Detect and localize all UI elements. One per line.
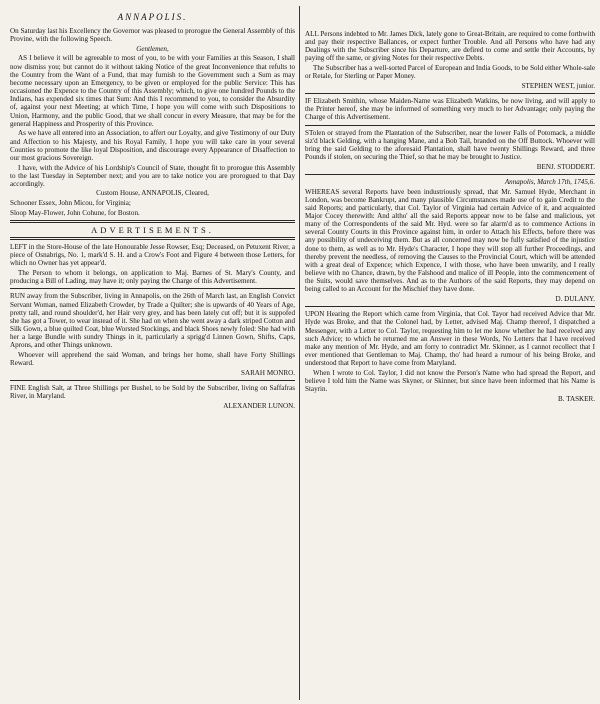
- ad-west-signature: STEPHEN WEST, junior.: [521, 81, 595, 90]
- ad-divider: [305, 174, 595, 175]
- ad-osnabrigs-claim: The Person to whom it belongs, on application to Maj. Barnes of St. Mary's County, and producing a Bill of Lading, may have it; only paying the Charge of this Advertisement.: [10, 269, 295, 286]
- ad-stolen-gelding: STolen or strayed from the Plantation of the Subscriber, near the lower Falls of Potomack, a middle siz'd black Gelding, with a hanging Mane, and a Bob Tail, branded on the Off Buttock. Whoever will bring the said Gelding to the aforesaid Plantation, shall have twenty Shillings Reward, and three Pounds if stolen, on securing the Thief, so that he may be brought to Justice.: [305, 128, 595, 162]
- ad-divider: [305, 306, 595, 307]
- ad-stoddert-signature: BENJ. STODDERT.: [536, 162, 595, 171]
- ad-divider: [305, 93, 595, 94]
- ad-runaway-reward: Whoever will apprehend the said Woman, and brings her home, shall have Forty Shillings Reward.: [10, 350, 295, 368]
- prorogue-notice: On Saturday last his Excellency the Governor was pleased to prorogue the General Assembly of this Provine, with the following Speech.: [10, 27, 295, 44]
- ad-divider: [10, 288, 295, 289]
- advertisements-heading: ADVERTISEMENTS.: [91, 224, 214, 235]
- column-rule: [299, 6, 300, 700]
- custom-house-entry-1: Schooner Essex, John Micou, for Virginia;: [10, 199, 131, 208]
- right-column: [305, 30, 595, 404]
- custom-house-entry-2: Sloop May-Flower, John Cohune, for Boston.: [10, 208, 140, 217]
- speech-paragraph-3: I have, with the Advice of his Lordship's Council of State, thought fit to prorogue this Assembly to the last Tuesday in September next; and you are to take notice you are prorogued to that Day accordingly.: [10, 163, 295, 188]
- tasker-notice: UPON Hearing the Report which came from Virginia, that Col. Tayor had received Advice that Mr. Hyde was Broke, and that the Colonel had, by Letter, advised Maj. Champ thereof, I dispatched a Messenger, with a Letter to Col. Taylor, requesting him to let me know whether he had received any such Advice; to which he returned me an Answer in these Words, No Letters that I have received make any mention of Mr. Hyde, and am forry to contradict Mr. Skinner, as I cannot recollect that I ever mentioned that Gentleman to Maj. Champ, tho' had heard a rumour of his being Broke, and understood that Report to have come from Maryland.: [305, 310, 595, 368]
- section-divider: [10, 237, 295, 240]
- ad-divider: [305, 125, 595, 126]
- ad-smithin-notice: IF Elizabeth Smithin, whose Maiden-Name was Elizabeth Watkins, be now living, and will apply to the Printer hereof, she may be informed of something very much to her Advantage; only paying the Charge of this Advertisement.: [305, 97, 595, 122]
- ad-runaway-servant: RUN away from the Subscriber, living in Annapolis, on the 26th of March last, an English Convict Servant Woman, named Elizabeth Crowder, by Trade a Quilter; she is upwards of 40 Years of Age, pretty tall, and round shoulder'd, her Hair very grey, and has been lately cut off; but it is suppofed she has got a Tower, to wear instead of it. She had on when she went away a dark striped Cotton and Silk Gown, a blue quilted Coat, blue Worsted Stockings, and black Shoes newly foled: She had with her a large Bundle with sundry Things in it, particularly a sprigg'd Linnen Gown, Shifts, Caps, Aprons, and other Things unknown.: [10, 292, 295, 350]
- left-column: [10, 27, 295, 411]
- dulany-signature: D. DULANY.: [555, 295, 595, 304]
- ad-goods-for-sale: The Subscriber has a well-sorted Parcel of European and India Goods, to be Sold either Whole-sale or Retale, for Sterling or Paper Money.: [305, 64, 595, 81]
- ad-runaway-signature: SARAH MONRO.: [241, 368, 295, 377]
- masthead-annapolis: ANNAPOLIS.: [117, 12, 188, 22]
- ad-dick-debts: ALL Persons indebted to Mr. James Dick, lately gone to Great-Britain, are required to come forthwith and pay their respective Ballances, or expect further Trouble. And all Persons who have had any Dealings with the Subscriber since his Departure, are defired to come and settle their Accounts, by paying off the same, or giving Notes for their respective Debts.: [305, 30, 595, 63]
- ad-salt: FINE English Salt, at Three Shillings per Bushel, to be Sold by the Subscriber, living on Saffafras River, in Maryland.: [10, 383, 295, 401]
- speech-paragraph-2: As we have all entered into an Association, to affert our Loyalty, and give Testimony of our Duty and Affection to his Majesty, and his Royal Family, I hope you will take care in your several Counties to promote the like loyal Disposition, and discourage every Appearance of Disaffection to our most gracious Sovereign.: [10, 129, 295, 162]
- custom-house-title: Custom House, ANNAPOLIS, Cleared,: [96, 189, 209, 198]
- salutation: Gentlemen,: [136, 44, 169, 53]
- dulany-notice: WHEREAS several Reports have been industriously spread, that Mr. Samuel Hyde, Merchant in London, was become Bankrupt, and many plausible Circumstances made use of to gain Credit to the said Reports; and particularly, that Col. Taylor of Virginia had certain Advice of it, and acquainted Major Cocey therewith: And altho' all the said Reports appear now to be false and malicious, yet many of the Correspondents of the said Mr. Hyd. were so far alarm'd as to commence Actions in several County Courts in this Province against him, in order to Attach his Effects, before there was any possibility of undeceiving them. But as all concerned may now be fully satisfied of the injustice done to them, as well as to Mr. Hyde's Character, I hope they will stop all further Proceedings, and thereby prevent the needless, of removing the Causes to the Provincial Court, which will be attended with a great deal of Expence; which Expence, I with those, who have been unwarily, and I really believe with no Chance, drawn, by the Falshood and malice of ill People, into the commencement of the Suits, would save themselves. And as to the Authors of the said Reports, they may depend on being called to an Account for the Mischief they have done.: [305, 187, 595, 294]
- dulany-dateline: Annapolis, March 17th, 1745,6.: [504, 177, 595, 186]
- ad-osnabrigs: LEFT in the Store-House of the late Honourable Jesse Rowser, Esq; Deceased, on Petuxent River, a piece of Osnabrigs, No. 1, mark'd S. H. and a Crow's Foot and Figure 4 between those Letters, for which no Owner has yet appear'd.: [10, 243, 295, 268]
- section-divider: [10, 220, 295, 223]
- speech-paragraph-1: AS I believe it will be agreeable to most of you, to be with your Families at this Season, I shall now dismiss you; but cannot do it without taking Notice of the great Inconvenience that refults to the Country from the Want of a Fund, that may furnish to the Government such a Sum as may become necessary upon an Emergency, to be given or employed for the public Service: This has occasioned the Expence to the Country of this Assembly; which, to give one hundred Pounds to the Indians, has expended six times that Sum: And this I recommend to you, to consider the Absurdity of, against your next Meeting; at which Time, I hope you will come with such Dispositions to Union, Harmony, and the public Good, that we shall concur in every Measure, that may be for the general Happiness and Prosperity of this Province.: [10, 54, 295, 128]
- tasker-signature: B. TASKER.: [558, 394, 595, 403]
- ad-divider: [10, 380, 295, 381]
- ad-salt-signature: ALEXANDER LUNON.: [223, 401, 295, 410]
- tasker-notice-continued: When I wrote to Col. Taylor, I did not know the Person's Name who had spread the Report, and believe I told him the Name was Skyner, or Skinner, but since have been informed that his Name is Stayrin.: [305, 368, 595, 394]
